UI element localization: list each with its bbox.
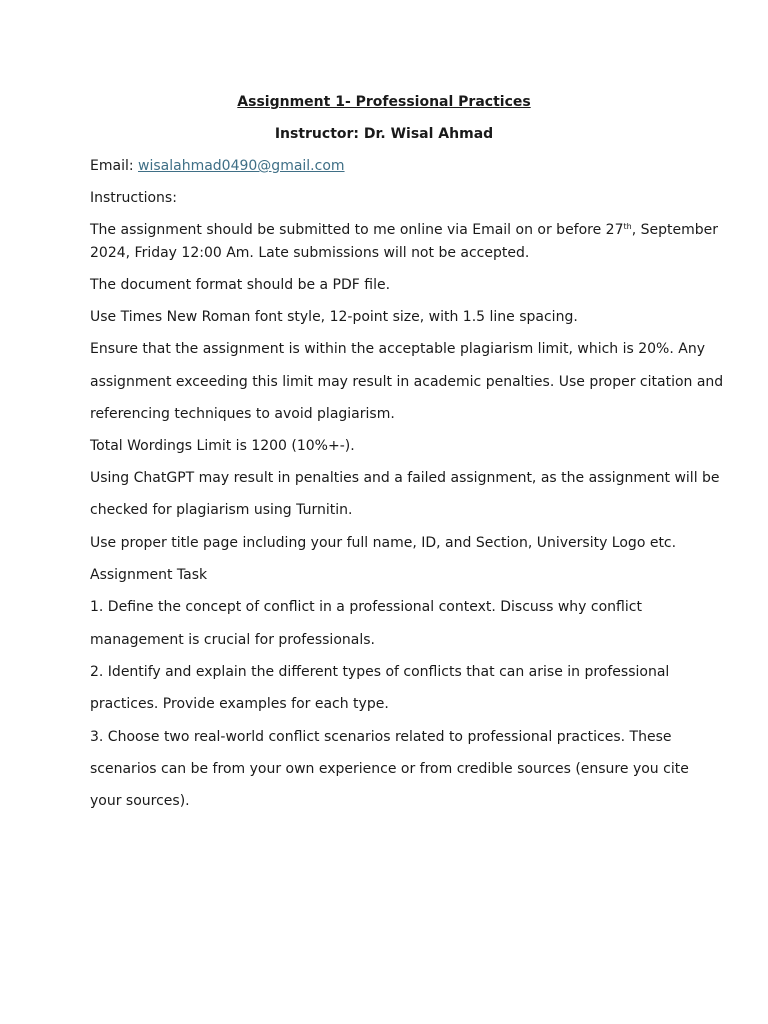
task-item-3-line-1: 3. Choose two real-world conflict scenarios related to professional practices. These — [90, 729, 672, 745]
font-instruction: Use Times New Roman font style, 12-point size, with 1.5 line spacing. — [90, 309, 578, 325]
chatgpt-line-2: checked for plagiarism using Turnitin. — [90, 502, 353, 518]
task-item-3-line-3: your sources). — [90, 793, 190, 809]
task-item-2-line-1: 2. Identify and explain the different types of conflicts that can arise in professional — [90, 664, 670, 680]
format-instruction: The document format should be a PDF file. — [90, 277, 391, 293]
email-link[interactable]: wisalahmad0490@gmail.com — [138, 158, 345, 174]
plagiarism-line-1: Ensure that the assignment is within the acceptable plagiarism limit, which is 20%. Any — [90, 341, 705, 357]
submission-line-2: 2024, Friday 12:00 Am. Late submissions will not be accepted. — [90, 245, 530, 261]
date-superscript: th — [623, 222, 632, 231]
task-item-1-line-1: 1. Define the concept of conflict in a professional context. Discuss why conflict — [90, 599, 642, 615]
word-limit-instruction: Total Wordings Limit is 1200 (10%+-). — [90, 438, 355, 454]
task-heading: Assignment Task — [90, 567, 208, 583]
submission-text-2: , September — [631, 222, 719, 238]
title-page-instruction: Use proper title page including your full name, ID, and Section, University Logo etc. — [90, 535, 677, 551]
instructor-name: Instructor: Dr. Wisal Ahmad — [274, 126, 494, 142]
task-item-3-line-2: scenarios can be from your own experience or from credible sources (ensure you cite — [90, 761, 689, 777]
email-label: Email: — [90, 158, 139, 174]
task-item-1-line-2: management is crucial for professionals. — [90, 632, 375, 648]
email-line — [90, 158, 680, 175]
task-item-2-line-2: practices. Provide examples for each type. — [90, 696, 389, 712]
plagiarism-line-2: assignment exceeding this limit may result in academic penalties. Use proper citation and — [90, 374, 724, 390]
document-title: Assignment 1- Professional Practices — [237, 94, 531, 110]
submission-text-1: The assignment should be submitted to me online via Email on or before 27 — [90, 222, 624, 238]
plagiarism-line-3: referencing techniques to avoid plagiarism. — [90, 406, 395, 422]
submission-line-1 — [90, 222, 719, 239]
instructions-heading: Instructions: — [90, 190, 177, 206]
chatgpt-line-1: Using ChatGPT may result in penalties and a failed assignment, as the assignment will be — [90, 470, 720, 486]
